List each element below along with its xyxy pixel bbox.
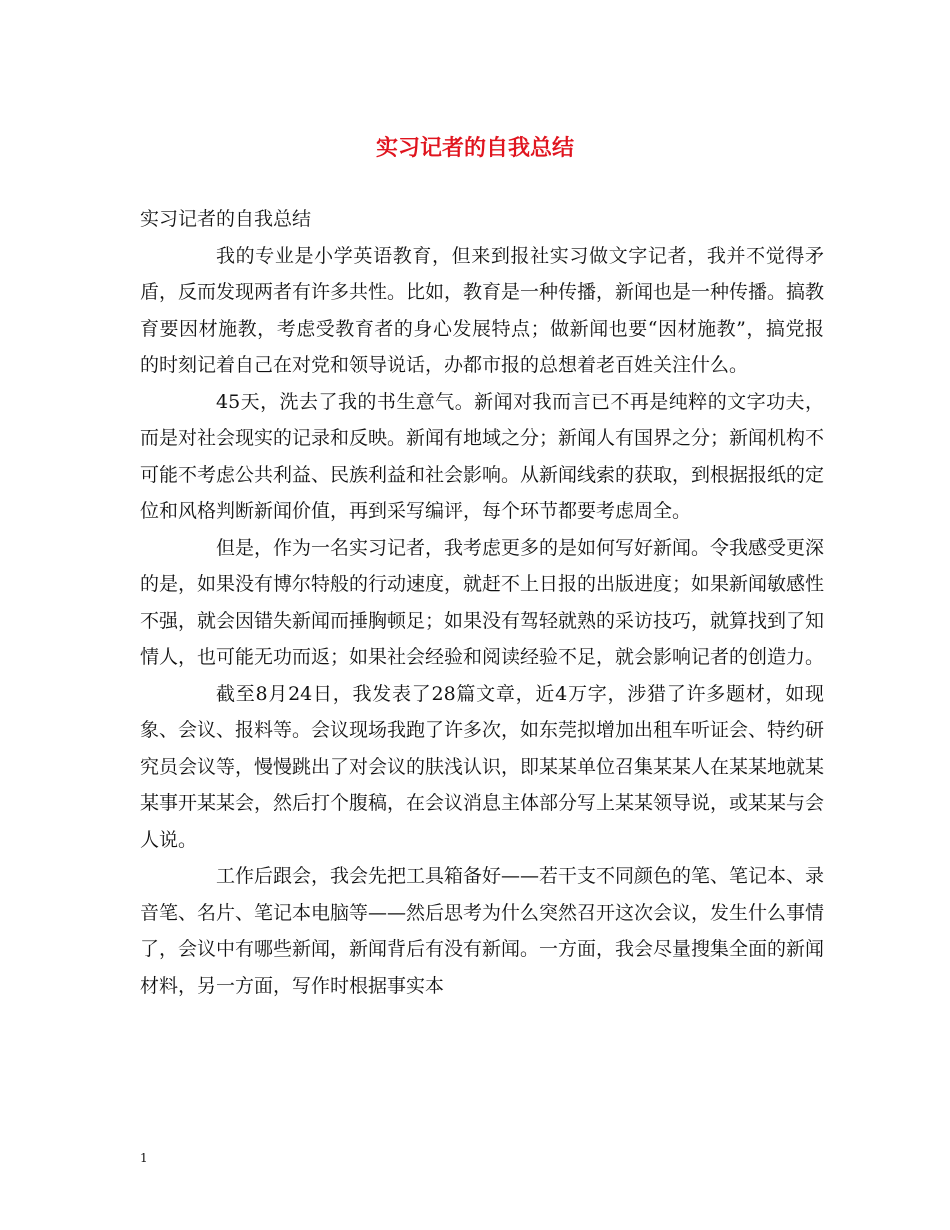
page-number: 1 — [140, 1151, 148, 1165]
paragraph: 工作后跟会，我会先把工具箱备好——若干支不同颜色的笔、笔记本、录音笔、名片、笔记本电脑等——然后思考为什么突然召开这次会议，发生什么事情了，会议中有哪些新闻，新闻背后有没有新闻。一方面，我会尽量搜集全面的新闻材料，另一方面，写作时根据事实本 — [140, 865, 825, 997]
paragraph: 45天，洗去了我的书生意气。新闻对我而言已不再是纯粹的文字功夫，而是对社会现实的记录和反映。新闻有地域之分；新闻人有国界之分；新闻机构不可能不考虑公共利益、民族利益和社会影响。从新闻线索的获取，到根据报纸的定位和风格判断新闻价值，再到采写编评，每个环节都要考虑周全。 — [140, 390, 825, 522]
paragraph: 我的专业是小学英语教育，但来到报社实习做文字记者，我并不觉得矛盾，反而发现两者有许多共性。比如，教育是一种传播，新闻也是一种传播。搞教育要因材施教，考虑受教育者的身心发展特点；做新闻也要“因材施教”，搞党报的时刻记着自己在对党和领导说话，办都市报的总想着老百姓关注什么。 — [140, 244, 825, 376]
paragraph: 截至8月24日，我发表了28篇文章，近4万字，涉猎了许多题材，如现象、会议、报料等。会议现场我跑了许多次，如东莞拟增加出租车听证会、特约研究员会议等，慢慢跳出了对会议的肤浅认识，即某某单位召集某某人在某某地就某某事开某某会，然后打个腹稿，在会议消息主体部分写上某某领导说，或某某与会人说。 — [140, 682, 825, 851]
document-body — [140, 201, 824, 1004]
document-title: 实习记者的自我总结 — [375, 135, 574, 161]
document-subtitle: 实习记者的自我总结 — [140, 208, 312, 230]
paragraph: 但是，作为一名实习记者，我考虑更多的是如何写好新闻。令我感受更深的是，如果没有博尔特般的行动速度，就赶不上日报的出版进度；如果新闻敏感性不强，就会因错失新闻而捶胸顿足；如果没有驾轻就熟的采访技巧，就算找到了知情人，也可能无功而返；如果社会经验和阅读经验不足，就会影响记者的创造力。 — [140, 536, 825, 668]
